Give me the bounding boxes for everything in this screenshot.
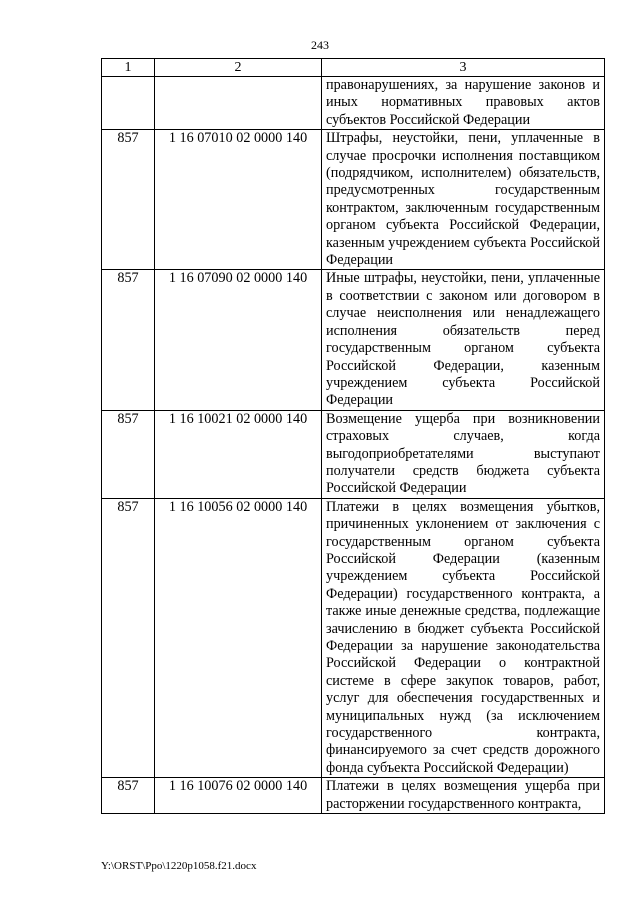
table-row: [102, 498, 605, 778]
column-header-1: 1: [102, 59, 155, 77]
description-cell: правонарушениях, за нарушение законов и иных нормативных правовых актов субъектов Российской Федерации: [322, 77, 605, 130]
income-code-cell: 1 16 10021 02 0000 140: [155, 410, 322, 498]
description-cell: Платежи в целях возмещения ущерба при расторжении государственного контракта,: [322, 778, 605, 814]
income-code-cell: [155, 77, 322, 130]
admin-code-cell: 857: [102, 498, 155, 778]
table-row-continuation: [102, 77, 605, 130]
admin-code-cell: 857: [102, 130, 155, 270]
income-code-cell: 1 16 10076 02 0000 140: [155, 778, 322, 814]
table-row: [102, 778, 605, 814]
document-file-path: Y:\ORST\Ppo\1220p1058.f21.docx: [101, 860, 257, 872]
table-row: [102, 130, 605, 270]
admin-code-cell: 857: [102, 410, 155, 498]
table-header-row: [102, 59, 605, 77]
admin-code-cell: 857: [102, 778, 155, 814]
budget-classification-table: [101, 58, 605, 814]
column-header-3: 3: [322, 59, 605, 77]
income-code-cell: 1 16 10056 02 0000 140: [155, 498, 322, 778]
description-cell: Платежи в целях возмещения убытков, причиненных уклонением от заключения с государственным органом субъекта Российской Федерации (казенным учреждением субъекта Российской Федерации) государственного контракта, а также иные денежные средства, подлежащие зачислению в бюджет субъекта Российской Федерации за нарушение законодательства Российской Федерации о контрактной системе в сфере закупок товаров, работ, услуг для обеспечения государственных и муниципальных нужд (за исключением государственного контракта, финансируемого за счет средств дорожного фонда субъекта Российской Федерации): [322, 498, 605, 778]
description-cell: Штрафы, неустойки, пени, уплаченные в случае просрочки исполнения поставщиком (подрядчиком, исполнителем) обязательств, предусмотренных государственным контрактом, заключенным государственным органом субъекта Российской Федерации, казенным учреждением субъекта Российской Федерации: [322, 130, 605, 270]
page-number: 243: [311, 38, 329, 52]
admin-code-cell: 857: [102, 270, 155, 410]
income-code-cell: 1 16 07010 02 0000 140: [155, 130, 322, 270]
admin-code-cell: [102, 77, 155, 130]
description-cell: Возмещение ущерба при возникновении страховых случаев, когда выгодоприобретателями выступают получатели средств бюджета субъекта Российской Федерации: [322, 410, 605, 498]
column-header-2: 2: [155, 59, 322, 77]
table-row: [102, 410, 605, 498]
income-code-cell: 1 16 07090 02 0000 140: [155, 270, 322, 410]
description-cell: Иные штрафы, неустойки, пени, уплаченные в соответствии с законом или договором в случае неисполнения или ненадлежащего исполнения обязательств перед государственным органом субъекта Российской Федерации, казенным учреждением субъекта Российской Федерации: [322, 270, 605, 410]
table-row: [102, 270, 605, 410]
